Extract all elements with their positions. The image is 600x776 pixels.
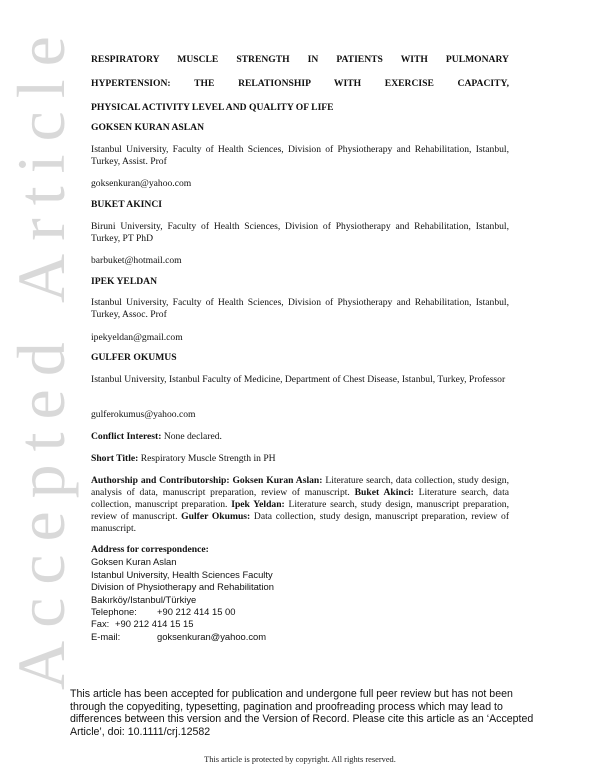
article-title (91, 54, 509, 114)
accepted-article-watermark: Accepted Article (3, 23, 79, 690)
email-row (91, 631, 509, 643)
author-affiliation: Istanbul University, Faculty of Health Sciences, Division of Physiotherapy and Rehabilitation, Istanbul, Turkey, Assist. Prof (91, 144, 509, 167)
short-title-text: Respiratory Muscle Strength in PH (138, 453, 276, 464)
short-title-label: Short Title: (91, 453, 139, 464)
author-name: GULFER OKUMUS (91, 352, 177, 363)
title-line: RESPIRATORY MUSCLE STRENGTH IN PATIENTS WITH PULMONARY (91, 54, 509, 65)
author-email: goksenkuran@yahoo.com (91, 178, 192, 189)
author-name: GOKSEN KURAN ASLAN (91, 122, 205, 133)
correspondence-line: Istanbul University, Health Sciences Faculty (91, 568, 273, 580)
contributor-role: Data collection, study design, manuscript preparation, review of manuscript. (91, 511, 510, 534)
contributor-role: Literature search, data collection, study design, analysis of data, manuscript preparation, review of manuscript. (91, 475, 509, 498)
conflict-of-interest (91, 431, 509, 443)
accepted-article-notice: This article has been accepted for publication and undergone full peer review but has not been through the copyediting, typesetting, pagination and proofreading process which may lead to differences between this version and the Version of Record. Please cite this article as an ‘Accepted Article’, doi: 10.1111/crj.12582 (70, 688, 534, 738)
author-email: ipekyeldan@gmail.com (91, 332, 183, 343)
conflict-label: Conflict Interest: (91, 431, 162, 442)
correspondence-heading: Address for correspondence: (91, 544, 209, 555)
contributor-role: Literature search, data collection, manuscript preparation. (91, 487, 509, 510)
email-label: E-mail: (91, 630, 121, 642)
fax-number: +90 212 414 15 15 (115, 618, 194, 630)
authorship-label: Authorship and Contributorship: (91, 475, 230, 486)
contributor-name: Gulfer Okumus: (177, 511, 251, 522)
conflict-text: None declared. (161, 431, 222, 442)
author-name: BUKET AKINCI (91, 199, 162, 210)
contributor-name: Ipek Yeldan: (227, 499, 285, 510)
contributor-name: Buket Akinci: (349, 487, 414, 498)
correspondence-line: Division of Physiotherapy and Rehabilitation (91, 581, 274, 593)
author-email: barbuket@hotmail.com (91, 255, 182, 266)
authorship-contributorship (91, 475, 509, 535)
correspondence-address (91, 544, 509, 643)
telephone-label: Telephone: (91, 606, 137, 618)
author-affiliation: Istanbul University, Istanbul Faculty of Medicine, Department of Chest Disease, Istanbul, Turkey, Professor (91, 374, 506, 385)
author-affiliation: Biruni University, Faculty of Health Sciences, Division of Physiotherapy and Rehabilitation, Istanbul, Turkey, PT PhD (91, 221, 509, 244)
title-line: HYPERTENSION: THE RELATIONSHIP WITH EXERCISE CAPACITY, (91, 78, 509, 89)
fax-row (91, 618, 509, 630)
author-email: gulferokumus@yahoo.com (91, 409, 196, 420)
contributor-role: Literature search, study design, manuscript preparation, review of manuscript. (91, 499, 510, 522)
title-line: PHYSICAL ACTIVITY LEVEL AND QUALITY OF LIFE (91, 102, 334, 113)
copyright-footer: This article is protected by copyright. All rights reserved. (204, 755, 396, 764)
short-title (91, 453, 509, 465)
contributor-name: Goksen Kuran Aslan: (229, 475, 323, 486)
telephone-row (91, 606, 509, 618)
telephone-number: +90 212 414 15 00 (157, 606, 236, 618)
correspondence-line: Bakırköy/Istanbul/Türkiye (91, 593, 197, 605)
author-name: IPEK YELDAN (91, 276, 158, 287)
fax-label: Fax: (91, 618, 110, 630)
correspondence-email: goksenkuran@yahoo.com (157, 630, 267, 642)
correspondence-line: Goksen Kuran Aslan (91, 556, 177, 568)
author-affiliation: Istanbul University, Faculty of Health Sciences, Division of Physiotherapy and Rehabilitation, Istanbul, Turkey, Assoc. Prof (91, 297, 509, 320)
